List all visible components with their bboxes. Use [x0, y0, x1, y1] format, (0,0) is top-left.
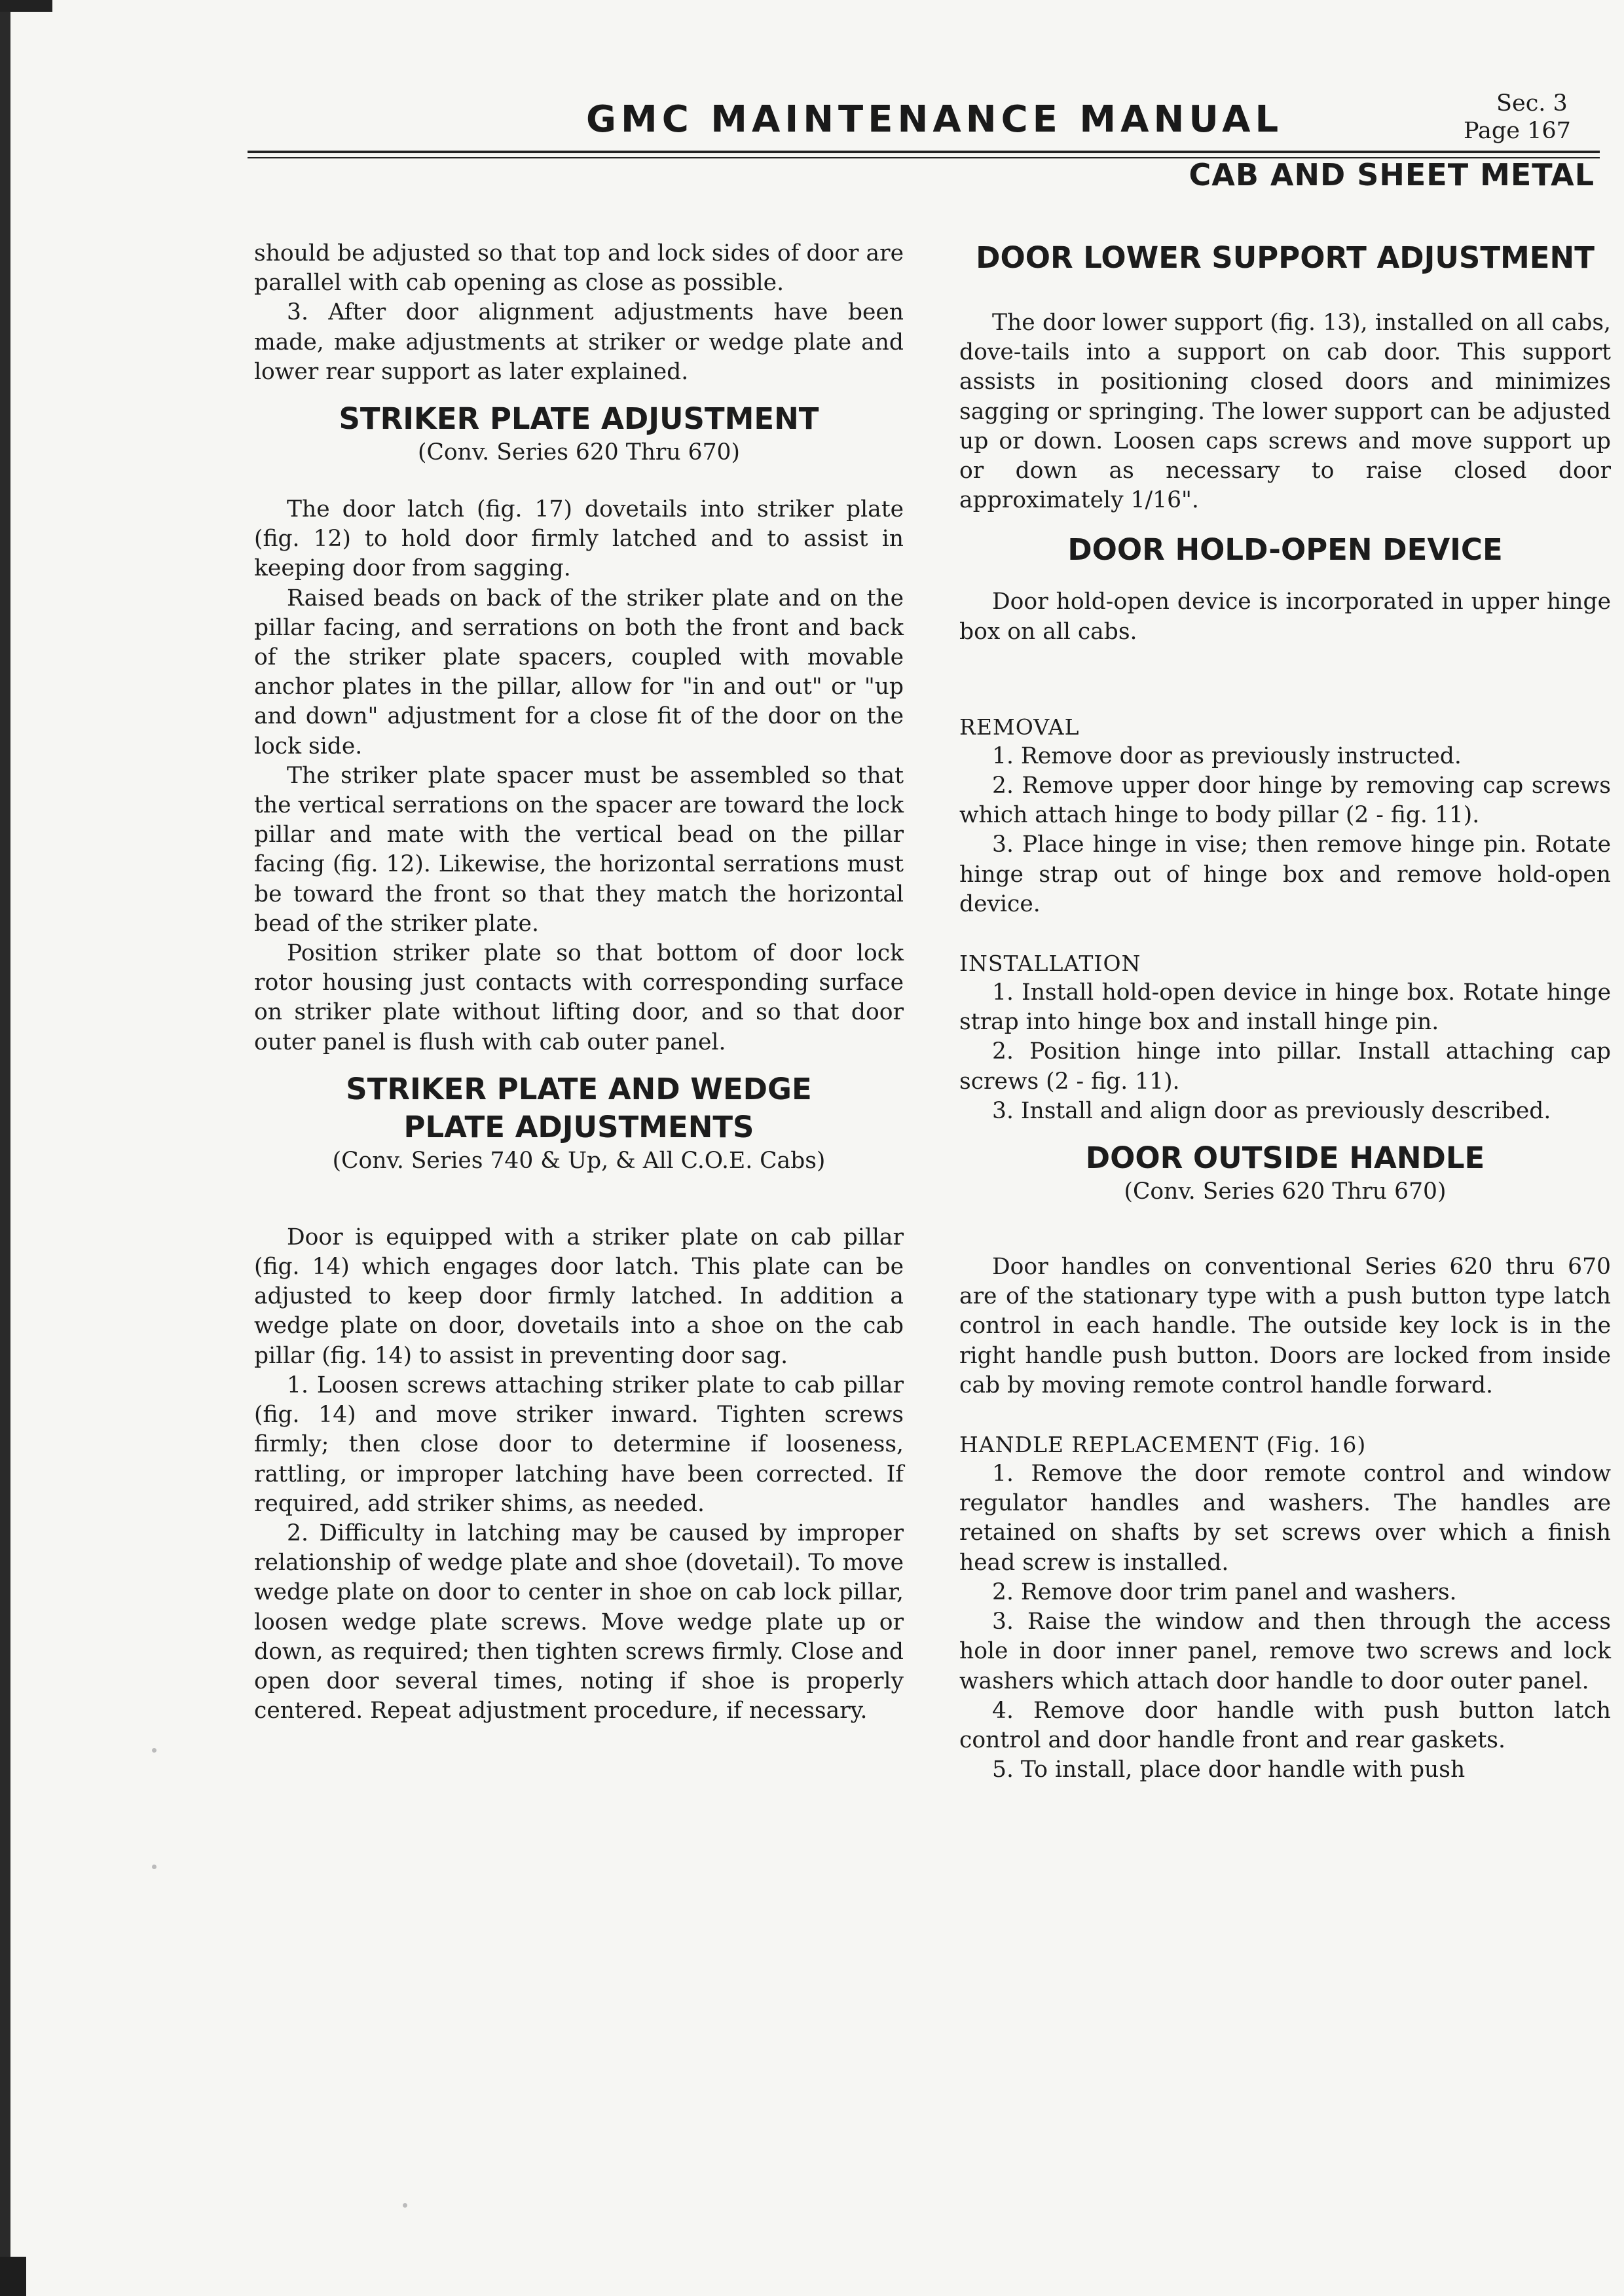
scan-edge-top — [0, 0, 52, 12]
alignment-step-3: 3. After door alignment adjustments have been made, make adjustments at striker or wedge plate and lower rear support as later explained. — [254, 299, 904, 385]
striker-paragraph: Raised beads on back of the striker plate and on the pillar facing, and serrations on both the front and back of the striker plate spacers, coupled with movable anchor plates in the pillar, allow for "in and out" or "up and down" adjustment for a close fit of the door on the lock side. — [254, 585, 904, 759]
wedge-heading-line1: STRIKER PLATE AND WEDGE — [346, 1071, 812, 1106]
replacement-step: 3. Raise the window and then through the access hole in door inner panel, remove two screws and lock washers which attach door handle to door outer panel. — [959, 1609, 1611, 1694]
installation-step: 1. Install hold-open device in hinge box. Rotate hinge strap into hinge box and install hinge pin. — [959, 979, 1611, 1036]
manual-title: GMC MAINTENANCE MANUAL — [586, 98, 1283, 141]
section-title: CAB AND SHEET METAL — [1189, 157, 1595, 192]
wedge-step: 2. Difficulty in latching may be caused by improper relationship of wedge plate and shoe (dovetail). To move wedge plate on door to center in shoe on cab lock pillar, loosen wedge plate screws. Move wedge plate up or down, as required; then tighten screws firmly. Close and open door several times, noting if shoe is properly centered. Repeat adjustment procedure, if necessary. — [254, 1520, 904, 1724]
striker-plate-subheading: (Conv. Series 620 Thru 670) — [418, 439, 740, 466]
right-column — [959, 239, 1611, 1785]
header-rule — [248, 151, 1600, 153]
lower-support-paragraph: The door lower support (fig. 13), installed on all cabs, dove-tails into a support on cab door. This support assists in positioning closed doors and minimizes sagging or springing. The lower support can be adjusted up or down. Loosen caps screws and move support up or down as necessary to raise closed door approximately 1/16". — [959, 310, 1611, 514]
installation-step: 3. Install and align door as previously described. — [992, 1097, 1551, 1124]
scan-edge-bottom — [0, 2257, 26, 2296]
removal-step: 2. Remove upper door hinge by removing cap screws which attach hinge to body pillar (2 - fig. 11). — [959, 773, 1611, 829]
striker-paragraph: The striker plate spacer must be assembled so that the vertical serrations on the spacer are toward the lock pillar and mate with the vertical bead on the pillar facing (fig. 12). Likewise, the horizontal serrations must be toward the front so that they match the horizontal bead of the striker plate. — [254, 762, 904, 937]
installation-step: 2. Position hinge into pillar. Install attaching cap screws (2 - fig. 11). — [959, 1038, 1611, 1095]
replacement-step: 1. Remove the door remote control and window regulator handles and washers. The handles are retained on shafts by set screws over which a finish head screw is installed. — [959, 1461, 1611, 1576]
replacement-step: 4. Remove door handle with push button latch control and door handle front and rear gaskets. — [959, 1697, 1611, 1753]
installation-label: INSTALLATION — [959, 951, 1141, 977]
removal-step: 3. Place hinge in vise; then remove hinge pin. Rotate hinge strap out of hinge box and remove hold-open device. — [959, 831, 1611, 917]
hold-open-paragraph: Door hold-open device is incorporated in upper hinge box on all cabs. — [959, 589, 1611, 645]
lower-support-heading: DOOR LOWER SUPPORT ADJUSTMENT — [976, 240, 1595, 275]
scan-mark — [403, 2203, 407, 2208]
striker-paragraph: Position striker plate so that bottom of door lock rotor housing just contacts with corresponding surface on striker plate without lifting door, and so that door outer panel is flush with cab outer panel. — [254, 940, 904, 1055]
outside-handle-heading: DOOR OUTSIDE HANDLE — [1085, 1140, 1485, 1176]
wedge-paragraph: Door is equipped with a striker plate on cab pillar (fig. 14) which engages door latch. This plate can be adjusted to keep door firmly latched. In addition a wedge plate on door, dovetails into a shoe on the cab pillar (fig. 14) to assist in preventing door sag. — [254, 1224, 904, 1369]
striker-plate-heading: STRIKER PLATE ADJUSTMENT — [339, 401, 819, 437]
intro-paragraph: should be adjusted so that top and lock sides of door are parallel with cab opening as close as possible. — [254, 240, 904, 297]
removal-label: REMOVAL — [959, 714, 1080, 740]
replacement-step: 2. Remove door trim panel and washers. — [992, 1578, 1457, 1605]
scan-edge-left — [0, 0, 10, 2296]
outside-handle-paragraph: Door handles on conventional Series 620 thru 670 are of the stationary type with a push button type latch control in each handle. The outside key lock is in the right handle push button. Doors are locked from inside cab by moving remote control handle forward. — [959, 1254, 1611, 1398]
outside-handle-subheading: (Conv. Series 620 Thru 670) — [1124, 1178, 1447, 1205]
scan-mark — [152, 1748, 157, 1753]
wedge-plate-subheading: (Conv. Series 740 & Up, & All C.O.E. Cabs) — [332, 1147, 826, 1174]
hold-open-heading: DOOR HOLD-OPEN DEVICE — [1067, 532, 1503, 568]
replacement-step: 5. To install, place door handle with push — [992, 1757, 1466, 1783]
wedge-step: 1. Loosen screws attaching striker plate to cab pillar (fig. 14) and move striker inward. Tighten screws firmly; then close door to determine if looseness, rattling, or improper latching have been corrected. If required, add striker shims, as needed. — [254, 1372, 904, 1517]
section-number: Sec. 3 — [1496, 90, 1568, 117]
removal-step: 1. Remove door as previously instructed. — [992, 742, 1462, 769]
wedge-heading-line2: PLATE ADJUSTMENTS — [403, 1109, 754, 1144]
page-number: Page 167 — [1464, 118, 1571, 144]
striker-paragraph: The door latch (fig. 17) dovetails into striker plate (fig. 12) to hold door firmly latched and to assist in keeping door from sagging. — [254, 496, 904, 582]
left-column — [254, 239, 904, 1726]
scan-mark — [152, 1865, 157, 1869]
handle-replacement-label: HANDLE REPLACEMENT (Fig. 16) — [959, 1432, 1367, 1458]
wedge-plate-heading — [254, 1070, 904, 1146]
